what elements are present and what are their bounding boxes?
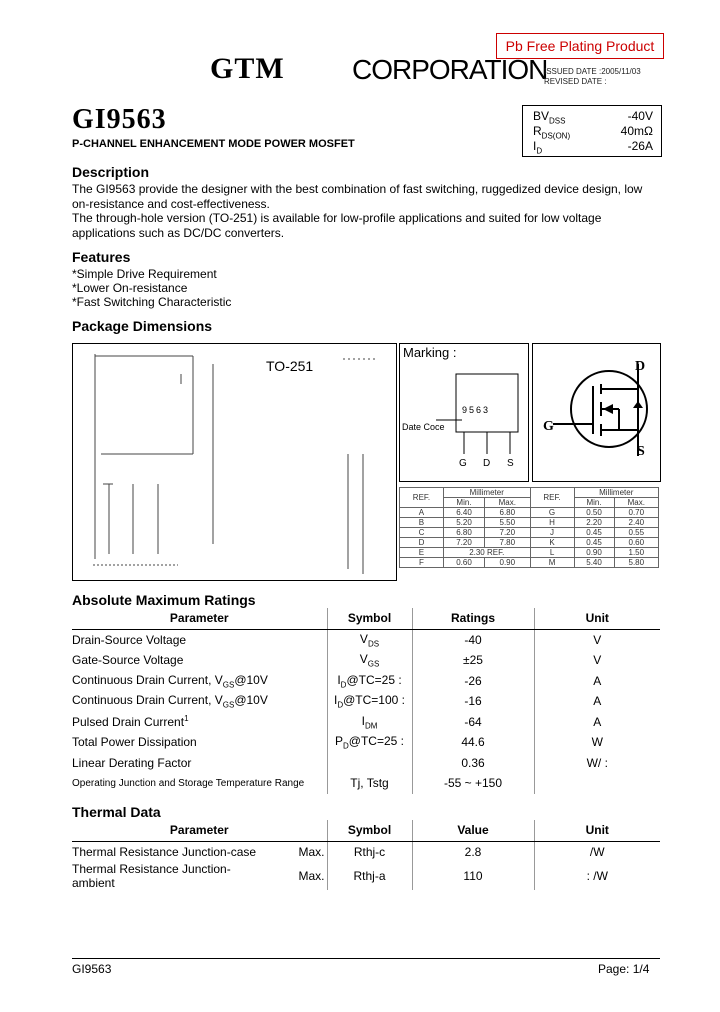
issued-date: ISSUED DATE :2005/11/03: [544, 67, 641, 76]
feature-item: *Simple Drive Requirement: [72, 267, 217, 281]
dim-cell: 6.80: [443, 528, 484, 538]
symbol-cell: [327, 671, 412, 692]
marking-svg: [400, 344, 528, 481]
col-header: Unit: [534, 820, 660, 841]
spec-label: $BV_{DSS}$: [533, 109, 566, 126]
symbol-sub: D: [343, 741, 349, 751]
table-row: [72, 691, 660, 712]
value-cell: 2.8: [412, 841, 534, 862]
dim-cell: 2.40: [614, 518, 658, 528]
table-row: [72, 732, 660, 753]
mosfet-symbol-svg: [533, 344, 660, 481]
marking-label: Marking :: [403, 345, 457, 360]
dim-ref-header: REF.: [400, 488, 444, 508]
package-heading: Package Dimensions: [72, 318, 213, 334]
dim-cell: K: [530, 538, 574, 548]
unit-cell: A: [534, 691, 660, 712]
param-cell: Operating Junction and Storage Temperature Range: [72, 777, 305, 789]
table-row: [72, 712, 660, 733]
dim-min-header: Min.: [574, 498, 614, 508]
param-text: Continuous Drain Current, V: [72, 672, 223, 687]
param-text: Pulsed Drain Current: [72, 715, 185, 730]
dim-mm-header: Millimeter: [574, 488, 658, 498]
abs-max-heading: Absolute Maximum Ratings: [72, 592, 256, 608]
max-cell: Max.: [298, 844, 325, 859]
dim-min-header: Min.: [443, 498, 484, 508]
table-row: [72, 671, 660, 692]
param-text: Continuous Drain Current, V: [72, 693, 223, 708]
symbol-main: P: [335, 734, 344, 749]
spec-row-rdson: [523, 124, 661, 139]
dim-row: [400, 538, 659, 548]
unit-cell: V: [534, 650, 660, 671]
spec-label: $I_D$: [533, 139, 543, 156]
param-tail: @10V: [234, 693, 268, 708]
dim-cell: 0.60: [614, 538, 658, 548]
unit-cell: A: [534, 712, 660, 733]
dim-row: [400, 548, 659, 558]
param-sub: GS: [222, 700, 235, 710]
dim-cell: 0.60: [443, 558, 484, 568]
revised-date: REVISED DATE :: [544, 77, 607, 86]
dim-max-header: Max.: [485, 498, 531, 508]
param-cell: [72, 691, 327, 712]
symbol-cell: Tj, Tstg: [327, 773, 412, 794]
param-cell: [72, 712, 327, 733]
symbol-main: I: [361, 713, 365, 728]
symbol-main: V: [359, 652, 368, 667]
dim-max-header: Max.: [614, 498, 658, 508]
dim-cell: 0.45: [574, 528, 614, 538]
rating-cell: -26: [412, 671, 534, 692]
col-header: Symbol: [327, 820, 412, 841]
mosfet-symbol-drawing: [532, 343, 661, 482]
symbol-main: V: [359, 631, 368, 646]
col-header: Value: [412, 820, 534, 841]
symbol-cell: [327, 712, 412, 733]
param-cell: Gate-Source Voltage: [72, 653, 184, 668]
dimension-table: [399, 487, 659, 568]
dim-cell: G: [530, 508, 574, 518]
package-outline-drawing: [72, 343, 397, 581]
dim-cell: 0.70: [614, 508, 658, 518]
rating-cell: ±25: [412, 650, 534, 671]
description-body: [72, 182, 662, 240]
table-row: [72, 841, 660, 862]
col-header: Parameter: [72, 820, 327, 841]
dim-cell: 7.20: [443, 538, 484, 548]
unit-cell: W: [534, 732, 660, 753]
col-header: Symbol: [327, 608, 412, 629]
table-row: [72, 753, 660, 774]
dim-cell: 0.45: [574, 538, 614, 548]
spec-row-bvdss: [523, 109, 661, 124]
dim-cell: 1.50: [614, 548, 658, 558]
dim-row: [400, 508, 659, 518]
symbol-sub: D: [337, 700, 344, 710]
symbol-sub: DS: [367, 638, 380, 648]
description-heading: Description: [72, 164, 150, 180]
package-type-label: TO-251: [266, 358, 314, 374]
footer-page-number: Page: 1/4: [598, 962, 650, 976]
rating-cell: -16: [412, 691, 534, 712]
unit-cell: V: [534, 629, 660, 650]
corporation-text: CORPORATION: [352, 54, 548, 85]
issue-dates: [544, 67, 641, 87]
part-subtitle: P-CHANNEL ENHANCEMENT MODE POWER MOSFET: [72, 138, 355, 150]
rating-cell: -40: [412, 629, 534, 650]
thermal-table: [72, 820, 660, 890]
symbol-sub: DM: [364, 720, 378, 730]
dim-ref-header: REF.: [530, 488, 574, 508]
dim-cell: L: [530, 548, 574, 558]
abs-max-table: [72, 608, 660, 794]
part-number: GI9563: [72, 104, 167, 135]
thermal-header-row: [72, 820, 660, 841]
symbol-sub: D: [340, 679, 347, 689]
pb-free-badge: Pb Free Plating Product: [496, 33, 664, 59]
dim-cell: J: [530, 528, 574, 538]
dim-cell: 7.80: [485, 538, 531, 548]
dim-cell: 0.90: [485, 558, 531, 568]
description-line: applications such as DC/DC converters.: [72, 225, 285, 240]
dim-cell: 5.50: [485, 518, 531, 528]
dim-row: [400, 558, 659, 568]
feature-item: *Fast Switching Characteristic: [72, 295, 232, 309]
dim-cell: 6.80: [485, 508, 531, 518]
features-list: [72, 267, 231, 309]
dim-mm-header: Millimeter: [443, 488, 530, 498]
dim-cell: 0.90: [574, 548, 614, 558]
marking-code: 9563: [462, 405, 491, 415]
param-cell: [72, 671, 327, 692]
unit-cell: /W: [534, 841, 660, 862]
dim-row: [400, 518, 659, 528]
dim-cell: 5.80: [614, 558, 658, 568]
param-footnote: 1: [184, 714, 189, 724]
dim-cell: M: [530, 558, 574, 568]
pin-label-d: D: [483, 458, 491, 469]
dim-cell: A: [400, 508, 444, 518]
spec-value: 40mΩ: [620, 124, 653, 138]
symbol-cell: [327, 732, 412, 753]
symbol-sub: GS: [367, 659, 380, 669]
drain-label: D: [635, 359, 646, 374]
symbol-cell: [327, 650, 412, 671]
table-row: [72, 629, 660, 650]
unit-cell: A: [534, 671, 660, 692]
col-header: Unit: [534, 608, 660, 629]
dim-cell: 0.50: [574, 508, 614, 518]
spec-box: [522, 105, 662, 157]
description-line: The GI9563 provide the designer with the best combination of fast switching, ruggedized device design, low: [72, 182, 643, 196]
symbol-tail: @TC=25 :: [348, 734, 404, 749]
source-label: S: [637, 444, 645, 459]
dim-cell: 0.55: [614, 528, 658, 538]
dim-cell: 2.30 REF.: [443, 548, 530, 558]
abs-max-header-row: [72, 608, 660, 629]
dim-cell: F: [400, 558, 444, 568]
table-row: [72, 650, 660, 671]
description-line: The through-hole version (TO-251) is available for low-profile applications and suited for low voltage: [72, 211, 602, 225]
description-line: on-resistance and cost-effectiveness.: [72, 196, 270, 211]
company-logo: GTM: [210, 52, 285, 85]
symbol-main: I: [337, 672, 341, 687]
unit-cell: : /W: [534, 862, 660, 890]
param-cell: Thermal Resistance Junction-ambient: [72, 862, 231, 890]
symbol-cell: [327, 629, 412, 650]
symbol-cell: [327, 691, 412, 712]
spec-label: $R_{DS(ON)}$: [533, 124, 571, 141]
rating-cell: 0.36: [412, 753, 534, 774]
param-tail: @10V: [234, 672, 268, 687]
dim-cell: 5.40: [574, 558, 614, 568]
rating-cell: -55 ~ +150: [412, 773, 534, 794]
table-row: [72, 862, 660, 890]
spec-row-id: [523, 139, 661, 154]
col-header: Ratings: [412, 608, 534, 629]
dim-cell: 2.20: [574, 518, 614, 528]
features-heading: Features: [72, 249, 131, 265]
unit-cell: W/ :: [534, 753, 660, 774]
dim-cell: 5.20: [443, 518, 484, 528]
dim-cell: B: [400, 518, 444, 528]
gate-label: G: [543, 419, 554, 434]
thermal-heading: Thermal Data: [72, 804, 161, 820]
symbol-tail: @TC=25 :: [346, 672, 402, 687]
param-cell: Total Power Dissipation: [72, 735, 197, 750]
symbol-cell: Rthj-a: [327, 862, 412, 890]
rating-cell: 44.6: [412, 732, 534, 753]
footer-part-number: GI9563: [72, 962, 112, 976]
param-cell: Linear Derating Factor: [72, 755, 192, 770]
dim-cell: E: [400, 548, 444, 558]
date-code-label: Date Coce: [402, 422, 445, 432]
spec-value: -26A: [627, 139, 653, 153]
footer-divider: [72, 958, 660, 959]
pin-label-s: S: [507, 458, 514, 469]
marking-drawing: [399, 343, 529, 482]
feature-item: *Lower On-resistance: [72, 281, 188, 295]
rating-cell: -64: [412, 712, 534, 733]
param-cell: Thermal Resistance Junction-case: [72, 844, 257, 859]
symbol-cell: [327, 753, 412, 774]
dim-cell: 6.40: [443, 508, 484, 518]
spec-value: -40V: [627, 109, 653, 123]
param-cell: Drain-Source Voltage: [72, 632, 187, 647]
param-sub: GS: [222, 679, 235, 689]
pin-label-g: G: [459, 458, 467, 469]
symbol-cell: Rthj-c: [327, 841, 412, 862]
max-cell: Max.: [298, 869, 325, 883]
table-row: [72, 773, 660, 794]
symbol-main: I: [334, 693, 338, 708]
dim-row: [400, 528, 659, 538]
dim-cell: D: [400, 538, 444, 548]
col-header: Parameter: [72, 608, 327, 629]
value-cell: 110: [412, 862, 534, 890]
dim-cell: C: [400, 528, 444, 538]
unit-cell: [534, 773, 660, 794]
dim-cell: 7.20: [485, 528, 531, 538]
dim-cell: H: [530, 518, 574, 528]
to251-drawing: [73, 344, 396, 580]
symbol-tail: @TC=100 :: [343, 693, 405, 708]
